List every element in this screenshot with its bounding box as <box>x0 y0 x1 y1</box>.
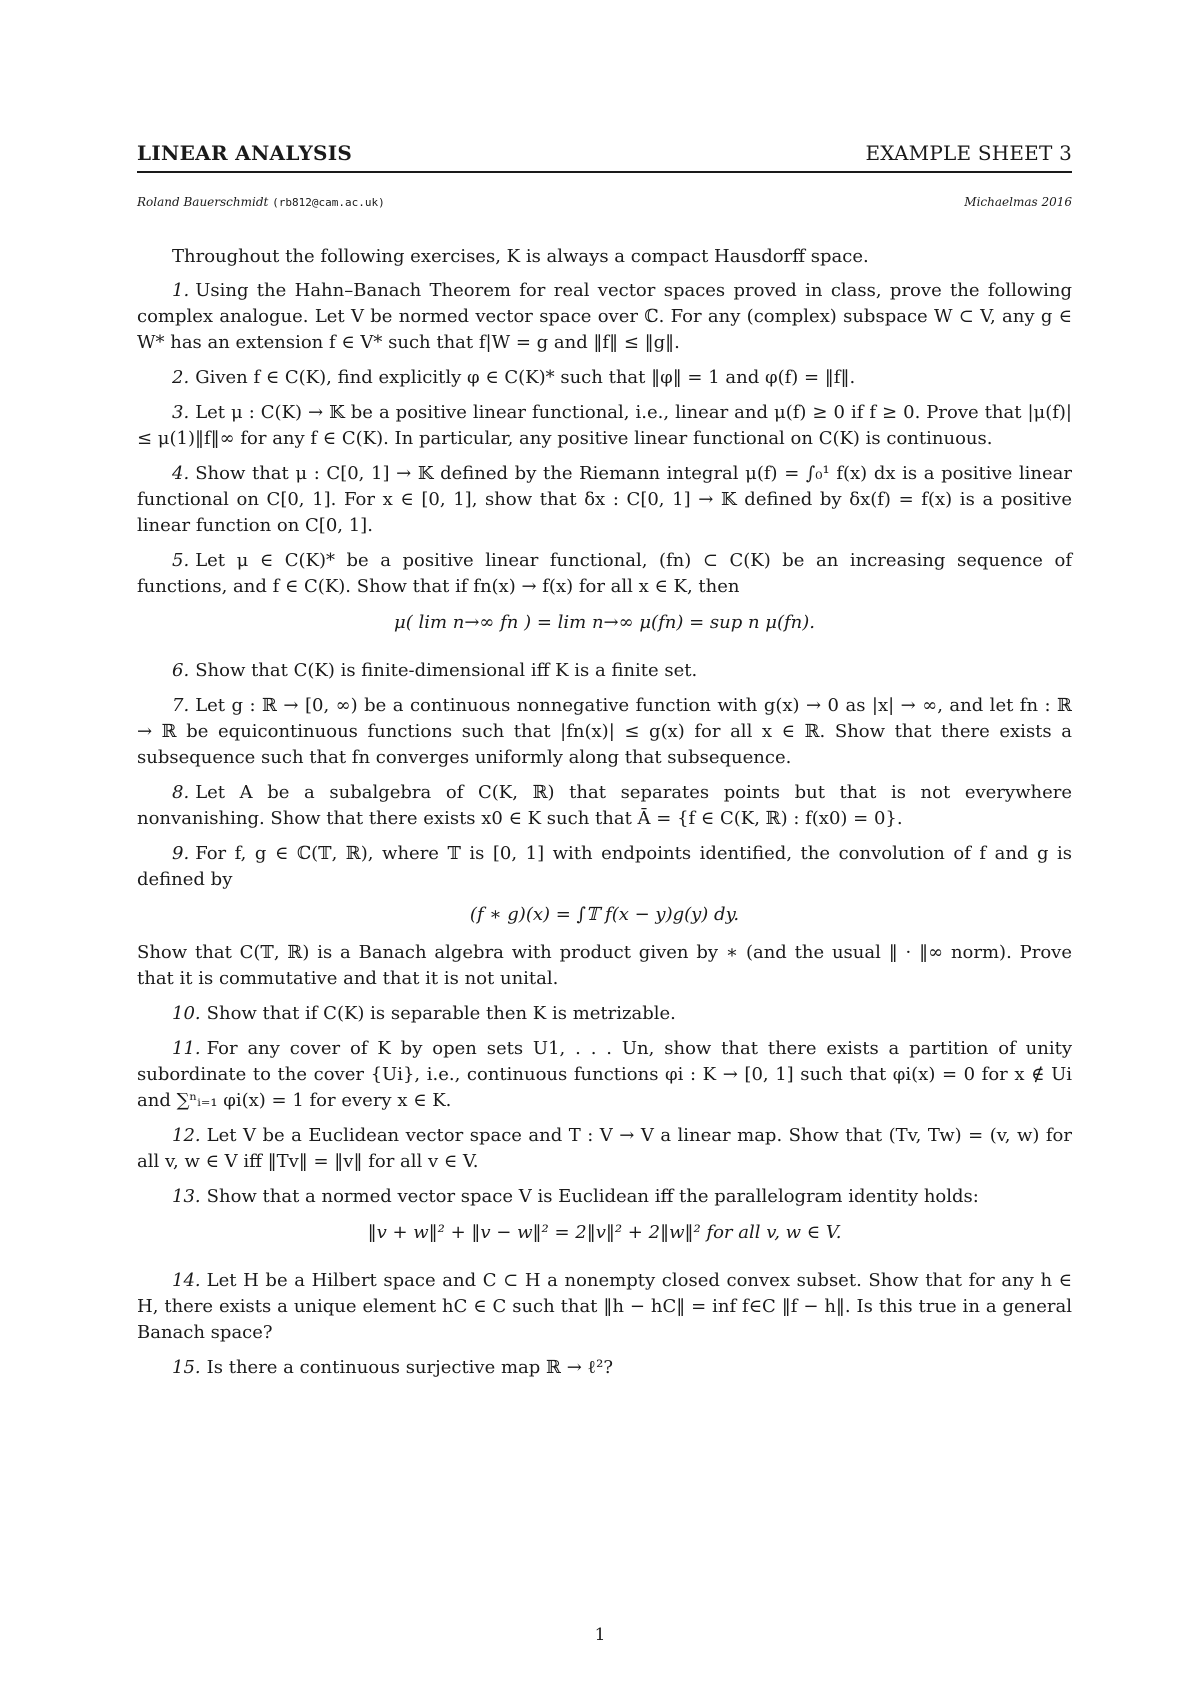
equation-9: (f ∗ g)(x) = ∫𝕋 f(x − y)g(y) dy. <box>469 904 740 925</box>
exercise-text: Let μ ∈ C(K)* be a positive linear functional, (fn) ⊂ C(K) be an increasing sequence of functions, and f ∈ C(K). Show that if fn(x) → f(x) for all x ∈ K, then <box>137 550 1072 597</box>
exercise-9-continued: Show that C(𝕋, ℝ) is a Banach algebra with product given by ∗ (and the usual ‖ · ‖∞ norm). Prove that it is commutative and that it is not unital. <box>137 942 1072 989</box>
exercise-number: 15. <box>172 1357 201 1378</box>
author-line <box>137 189 1072 209</box>
exercise-text: Let V be a Euclidean vector space and T : V → V a linear map. Show that (Tv, Tw) = (v, w) for all v, w ∈ V iff ‖Tv‖ = ‖v‖ for all v ∈ V. <box>137 1125 1072 1172</box>
author-email: (rb812@cam.ac.uk) <box>272 196 385 209</box>
exercise-number: 6. <box>172 660 190 681</box>
exercise-number: 5. <box>172 550 190 571</box>
exercise-text: For any cover of K by open sets U1, . . . Un, show that there exists a partition of unity subordinate to the cover {Ui}, i.e., continuous functions φi : K → [0, 1] such that φi(x) = 0 for x ∉ Ui and ∑ⁿᵢ₌₁ φi(x) = 1 for every x ∈ K. <box>137 1038 1072 1111</box>
exercise-text: Using the Hahn–Banach Theorem for real vector spaces proved in class, prove the following complex analogue. Let V be normed vector space over ℂ. For any (complex) subspace W ⊂ V, any g ∈ W* has an extension f ∈ V* such that f|W = g and ‖f‖ ≤ ‖g‖. <box>137 280 1072 353</box>
exercise-13 <box>137 1184 1072 1210</box>
exercise-12 <box>137 1123 1072 1175</box>
term: Michaelmas 2016 <box>964 195 1072 209</box>
exercise-7 <box>137 693 1072 771</box>
header-rule <box>137 171 1072 173</box>
exercise-number: 11. <box>172 1038 201 1059</box>
exercise-text: Is there a continuous surjective map ℝ → ℓ²? <box>206 1357 613 1378</box>
exercise-10 <box>137 1001 1072 1027</box>
course-title: LINEAR ANALYSIS <box>137 141 353 165</box>
exercise-text: Show that a normed vector space V is Euclidean iff the parallelogram identity holds: <box>206 1186 979 1207</box>
author-name: Roland Bauerschmidt <box>137 195 269 209</box>
exercise-number: 2. <box>172 367 190 388</box>
exercise-3 <box>137 400 1072 452</box>
exercise-text: Let μ : C(K) → 𝕂 be a positive linear functional, i.e., linear and μ(f) ≥ 0 if f ≥ 0. Prove that |μ(f)| ≤ μ(1)‖f‖∞ for any f ∈ C(K). In particular, any positive linear functional on C(K) is continuous. <box>137 402 1072 449</box>
exercise-text: Show that if C(K) is separable then K is metrizable. <box>206 1003 676 1024</box>
exercise-text: For f, g ∈ ℂ(𝕋, ℝ), where 𝕋 is [0, 1] with endpoints identified, the convolution of f and g is defined by <box>137 843 1072 890</box>
page-number: 1 <box>594 1625 606 1645</box>
exercise-number: 3. <box>172 402 190 423</box>
exercise-2 <box>137 365 1072 391</box>
exercise-list <box>137 244 1072 1390</box>
exercise-number: 14. <box>172 1270 201 1291</box>
exercise-text: Let g : ℝ → [0, ∞) be a continuous nonnegative function with g(x) → 0 as |x| → ∞, and let fn : ℝ → ℝ be equicontinuous functions such that |fn(x)| ≤ g(x) for all x ∈ ℝ. Show that there exists a subsequence such that fn converges uniformly along that subsequence. <box>137 695 1072 768</box>
exercise-text: Let A be a subalgebra of C(K, ℝ) that separates points but that is not everywhere nonvanishing. Show that there exists x0 ∈ K such that Ā = {f ∈ C(K, ℝ) : f(x0) = 0}. <box>137 782 1072 829</box>
exercise-number: 1. <box>172 280 190 301</box>
equation-13: ‖v + w‖² + ‖v − w‖² = 2‖v‖² + 2‖w‖² for all v, w ∈ V. <box>367 1222 842 1243</box>
exercise-number: 7. <box>172 695 190 716</box>
intro-text: Throughout the following exercises, K is always a compact Hausdorff space. <box>172 246 869 267</box>
exercise-14 <box>137 1268 1072 1346</box>
exercise-number: 4. <box>172 463 190 484</box>
exercise-6 <box>137 658 1072 684</box>
exercise-text: Show that μ : C[0, 1] → 𝕂 defined by the Riemann integral μ(f) = ∫₀¹ f(x) dx is a positive linear functional on C[0, 1]. For x ∈ [0, 1], show that δx : C[0, 1] → 𝕂 defined by δx(f) = f(x) is a positive linear function on C[0, 1]. <box>137 463 1072 536</box>
exercise-number: 13. <box>172 1186 201 1207</box>
equation-5: μ( lim n→∞ fn ) = lim n→∞ μ(fn) = sup n μ(fn). <box>394 612 815 633</box>
exercise-1 <box>137 278 1072 356</box>
exercise-5 <box>137 548 1072 600</box>
exercise-number: 12. <box>172 1125 201 1146</box>
exercise-number: 8. <box>172 782 190 803</box>
exercise-11 <box>137 1036 1072 1114</box>
exercise-8 <box>137 780 1072 832</box>
exercise-number: 10. <box>172 1003 201 1024</box>
exercise-number: 9. <box>172 843 190 864</box>
exercise-text: Let H be a Hilbert space and C ⊂ H a nonempty closed convex subset. Show that for any h ∈ H, there exists a unique element hC ∈ C such that ‖h − hC‖ = inf f∈C ‖f − h‖. Is this true in a general Banach space? <box>137 1270 1072 1343</box>
exercise-4 <box>137 461 1072 539</box>
exercise-text: Show that C(K) is finite-dimensional iff K is a finite set. <box>195 660 698 681</box>
sheet-title: EXAMPLE SHEET 3 <box>865 141 1072 165</box>
exercise-9 <box>137 841 1072 893</box>
exercise-text: Given f ∈ C(K), find explicitly φ ∈ C(K)* such that ‖φ‖ = 1 and φ(f) = ‖f‖. <box>195 367 856 388</box>
header <box>137 140 1072 170</box>
exercise-15 <box>137 1355 1072 1381</box>
